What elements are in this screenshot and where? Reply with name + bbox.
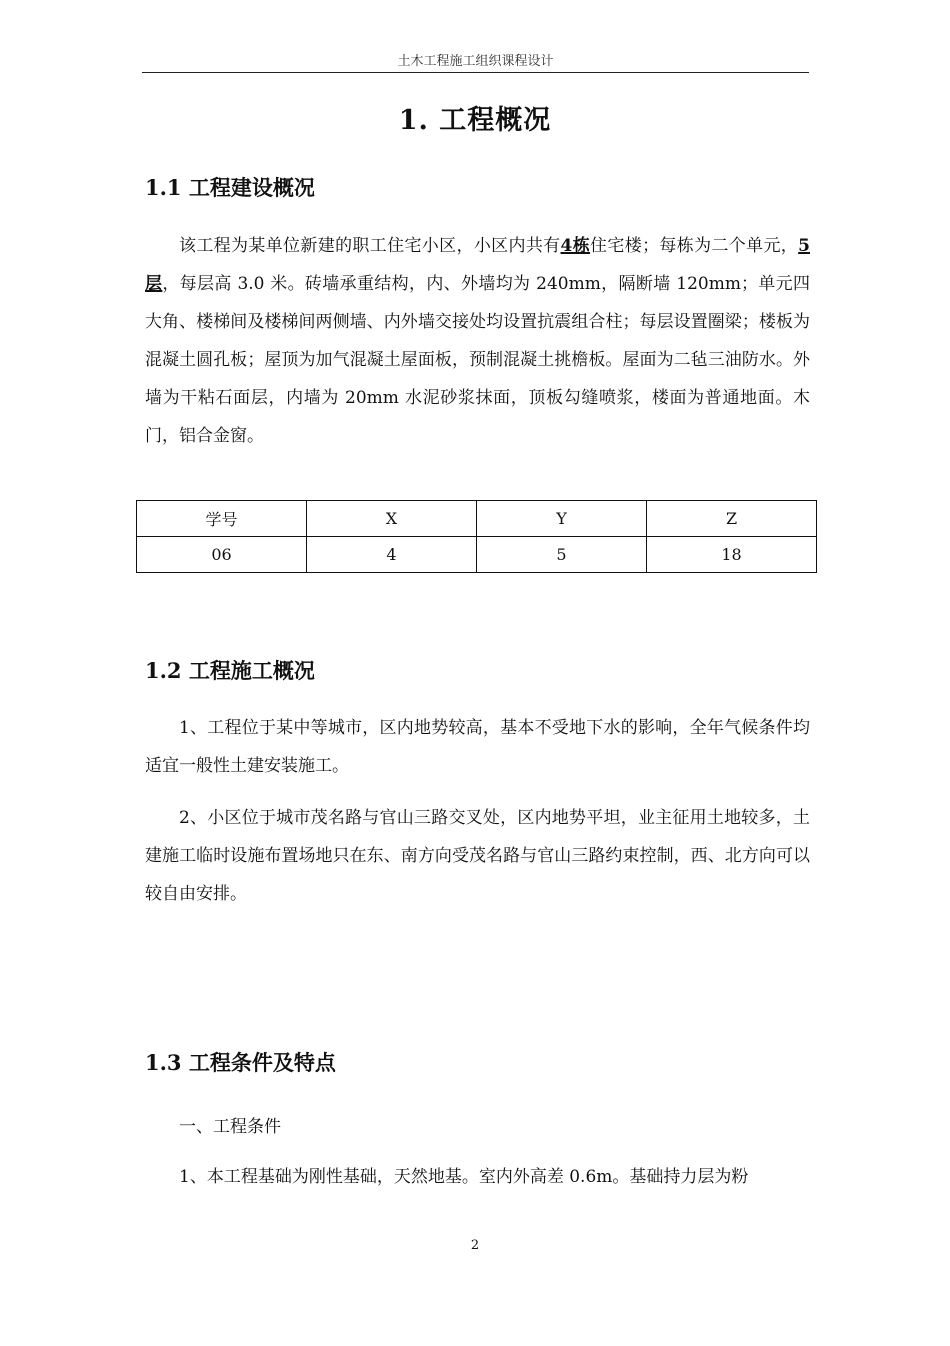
table-cell: 18: [647, 537, 817, 573]
table-cell: 5: [477, 537, 647, 573]
section-heading-1-3: 1.3 工程条件及特点: [145, 1050, 336, 1075]
table-header-cell: 学号: [137, 501, 307, 537]
table-header-cell: X: [307, 501, 477, 537]
chapter-title: 1. 工程概况: [398, 105, 552, 136]
section-1-2-paragraph-1: 1、工程位于某中等城市，区内地势较高，基本不受地下水的影响，全年气候条件均适宜一般性土建安装施工。: [145, 718, 810, 776]
section-1-2-paragraph-2: 2、小区位于城市茂名路与官山三路交叉处，区内地势平坦，业主征用土地较多，土建施工临时设施布置场地只在东、南方向受茂名路与官山三路约束控制，西、北方向可以较自由安排。: [145, 808, 810, 904]
table-header-row: [137, 501, 817, 537]
table-cell: 06: [137, 537, 307, 573]
para-text: 住宅楼；每栋为二个单元，: [590, 236, 799, 256]
table-row: [137, 537, 817, 573]
para-text: ，每层高 3.0 米。砖墙承重结构，内、外墙均为 240mm，隔断墙 120mm；单元四大角、楼梯间及楼梯间两侧墙、内外墙交接处均设置抗震组合柱；每层设置圈梁；楼板为混凝土圆孔板；屋顶为加气混凝土屋面板，预制混凝土挑檐板。屋面为二毡三油防水。外墙为干粘石面层，内墙为 20mm 水泥砂浆抹面，顶板勾缝喷浆，楼面为普通地面。木门，铝合金窗。: [145, 274, 810, 446]
section-heading-1-1: 1.1 工程建设概况: [145, 175, 315, 200]
table-cell: 4: [307, 537, 477, 573]
student-info-table: [136, 500, 817, 573]
page-number: 2: [470, 1238, 480, 1253]
section-heading-1-2: 1.2 工程施工概况: [145, 658, 315, 683]
table-header-cell: Z: [647, 501, 817, 537]
page-header: 土木工程施工组织课程设计: [142, 54, 809, 73]
para-text: 该工程为某单位新建的职工住宅小区，小区内共有: [179, 236, 561, 256]
section-1-1-paragraph: [145, 227, 810, 455]
section-1-3-paragraph-1: 1、本工程基础为刚性基础，天然地基。室内外高差 0.6m。基础持力层为粉: [179, 1167, 749, 1187]
subsection-heading: 一、工程条件: [179, 1117, 281, 1137]
table-header-cell: Y: [477, 501, 647, 537]
building-count: 4栋: [560, 236, 591, 256]
floor-count: 5层: [145, 236, 810, 294]
